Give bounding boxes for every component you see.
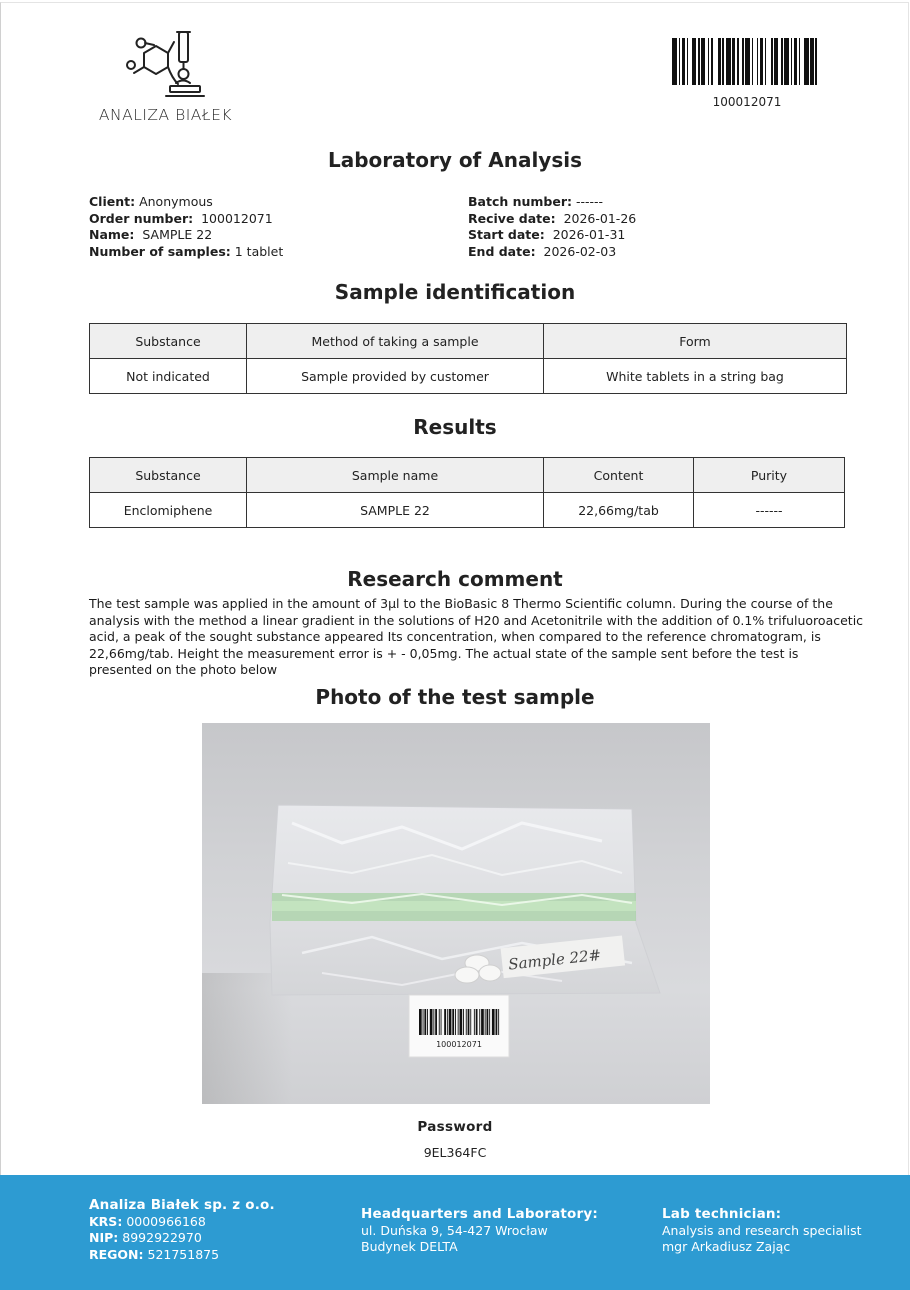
table-header-cell: Sample name bbox=[247, 458, 544, 493]
order-info-right bbox=[468, 194, 636, 261]
password-label: Password bbox=[417, 1119, 493, 1135]
footer-tech-name: mgr Arkadiusz Zając bbox=[662, 1239, 791, 1255]
photo-barcode-bar bbox=[492, 1009, 495, 1035]
barcode-number: 100012071 bbox=[712, 95, 782, 109]
photo-title: Photo of the test sample bbox=[315, 685, 595, 709]
info-batch-number: Batch number: ------ bbox=[468, 194, 604, 209]
table-header-cell: Method of taking a sample bbox=[247, 324, 544, 359]
footer-tech-role: Analysis and research specialist bbox=[662, 1222, 862, 1238]
footer-headquarters bbox=[361, 1206, 598, 1256]
photo-barcode-bar bbox=[439, 1009, 440, 1035]
table-cell: ------ bbox=[694, 493, 845, 528]
photo-barcode-bar bbox=[498, 1009, 499, 1035]
table-header-cell: Substance bbox=[90, 324, 247, 359]
photo-barcode-bar bbox=[444, 1009, 446, 1035]
info-start-date: Start date: 2026-01-31 bbox=[468, 227, 626, 243]
photo-barcode-bar bbox=[447, 1009, 448, 1035]
photo-barcode-bar bbox=[479, 1009, 480, 1035]
photo-barcode-bar bbox=[470, 1009, 471, 1035]
password-value: 9EL364FC bbox=[423, 1145, 487, 1160]
photo-barcode-bar bbox=[466, 1009, 467, 1035]
results-title: Results bbox=[413, 415, 497, 439]
photo-barcode-bar bbox=[423, 1009, 424, 1035]
logo-text: ANALIZA BIAŁEK bbox=[98, 106, 233, 124]
photo-barcode-bar bbox=[474, 1009, 475, 1035]
table-header-cell: Content bbox=[544, 458, 694, 493]
identification-title: Sample identification bbox=[334, 280, 576, 304]
info-receive-date: Recive date: 2026-01-26 bbox=[468, 210, 637, 226]
table-cell: Enclomiphene bbox=[90, 493, 247, 528]
photo-barcode-number: 100012071 bbox=[436, 1040, 482, 1049]
barcode-bars bbox=[672, 38, 822, 85]
info-name: Name: SAMPLE 22 bbox=[89, 227, 213, 243]
company-logo bbox=[88, 28, 243, 128]
order-info-left bbox=[89, 194, 283, 261]
photo-barcode-bar bbox=[460, 1009, 463, 1035]
footer-company-info bbox=[89, 1197, 275, 1264]
table-cell: Sample provided by customer bbox=[247, 359, 544, 394]
sample-label-handwritten: Sample 22# bbox=[507, 945, 602, 974]
photo-barcode-bar bbox=[427, 1009, 428, 1035]
footer-hq-address: ul. Duńska 9, 54-427 Wrocław bbox=[361, 1222, 548, 1238]
footer-hq-building: Budynek DELTA bbox=[361, 1239, 458, 1255]
photo-barcode-bar bbox=[476, 1009, 478, 1035]
table-row bbox=[90, 493, 845, 528]
barcode bbox=[672, 38, 822, 109]
photo-barcode-bar bbox=[463, 1009, 464, 1035]
photo-barcode-bar bbox=[433, 1009, 434, 1035]
footer-company-name: Analiza Białek sp. z o.o. bbox=[89, 1197, 275, 1213]
footer-tech-title: Lab technician: bbox=[662, 1206, 782, 1222]
photo-barcode-bar bbox=[441, 1009, 442, 1035]
info-end-date: End date: 2026-02-03 bbox=[468, 244, 617, 260]
photo-barcode-bar bbox=[419, 1009, 422, 1035]
footer-nip: NIP: 8992922970 bbox=[89, 1230, 202, 1246]
photo-barcode-bar bbox=[455, 1009, 456, 1035]
comment-title: Research comment bbox=[347, 567, 563, 591]
table-row bbox=[90, 359, 847, 394]
table-header-row bbox=[90, 458, 845, 493]
sample-photo bbox=[202, 723, 710, 1104]
table-header-cell: Form bbox=[544, 324, 847, 359]
info-client: Client: Anonymous bbox=[89, 194, 213, 209]
photo-barcode-bar bbox=[449, 1009, 452, 1035]
info-order-number: Order number: 100012071 bbox=[89, 210, 273, 226]
results-table bbox=[89, 457, 845, 528]
table-cell: SAMPLE 22 bbox=[247, 493, 544, 528]
footer bbox=[0, 1175, 910, 1290]
footer-hq-title: Headquarters and Laboratory: bbox=[361, 1206, 598, 1222]
identification-table bbox=[89, 323, 847, 394]
photo-barcode-bar bbox=[496, 1009, 498, 1035]
photo-barcode-bar bbox=[489, 1009, 490, 1035]
photo-barcode-bar bbox=[435, 1009, 437, 1035]
table-cell: White tablets in a string bag bbox=[544, 359, 847, 394]
photo-barcode-bar bbox=[430, 1009, 433, 1035]
research-comment-text: The test sample was applied in the amount of 3µl to the BioBasic 8 Thermo Scientific column. During the course of the analysis with the method a linear gradient in the solutions of H20 and Acetonitrile with the addition of 0.1% trifuluoroacetic acid, a peak of the sought substance appeared Its concentration, when compared to the reference chromatogram, is 22,66mg/tab. Height the measurement error is + - 0,05mg. The actual state of the sample sent before the test is presented on the photo below bbox=[89, 596, 864, 678]
table-header-cell: Substance bbox=[90, 458, 247, 493]
table-cell: 22,66mg/tab bbox=[544, 493, 694, 528]
photo-barcode-bar bbox=[458, 1009, 459, 1035]
photo-barcode-bar bbox=[468, 1009, 470, 1035]
molecule-microscope-icon bbox=[122, 28, 207, 100]
document-title: Laboratory of Analysis bbox=[328, 148, 582, 172]
barcode-bar bbox=[817, 38, 822, 85]
photo-barcode-bar bbox=[485, 1009, 486, 1035]
footer-regon: REGON: 521751875 bbox=[89, 1247, 220, 1263]
footer-krs: KRS: 0000966168 bbox=[89, 1213, 206, 1229]
photo-barcode-bar bbox=[452, 1009, 454, 1035]
photo-barcode-bar bbox=[424, 1009, 426, 1035]
sample-bag-illustration bbox=[202, 723, 710, 1104]
table-header-cell: Purity bbox=[694, 458, 845, 493]
photo-barcode-bar bbox=[487, 1009, 489, 1035]
table-header-row bbox=[90, 324, 847, 359]
footer-lab-technician bbox=[662, 1206, 862, 1256]
info-number-of-samples: Number of samples: 1 tablet bbox=[89, 244, 284, 260]
table-cell: Not indicated bbox=[90, 359, 247, 394]
photo-barcode-bar bbox=[481, 1009, 484, 1035]
